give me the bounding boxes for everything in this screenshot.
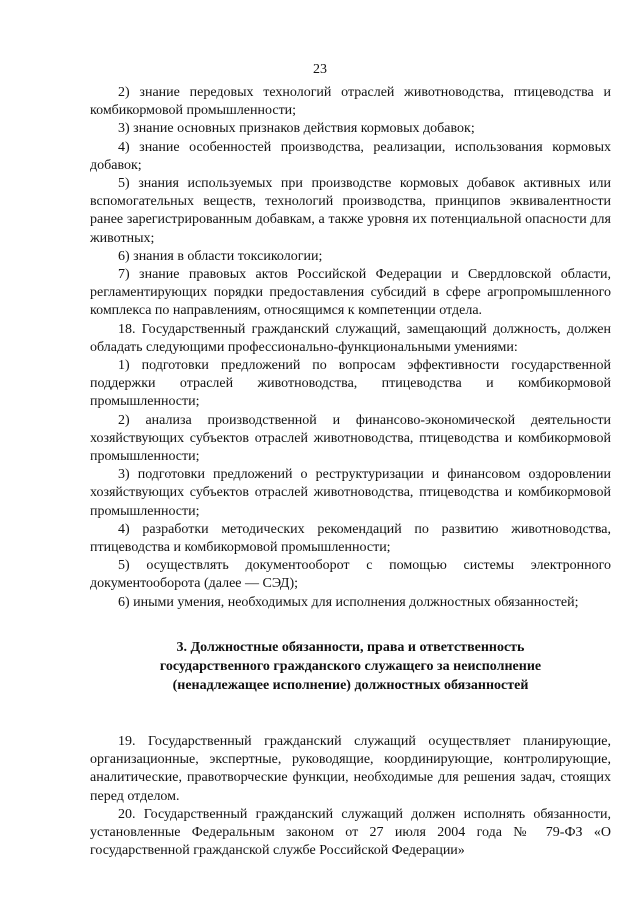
page-number: 23 xyxy=(313,62,327,77)
paragraph-item-6-knowledge: 6) знания в области токсикологии; xyxy=(118,248,323,264)
section-heading-line-2: государственного гражданского служащего за неисполнение xyxy=(159,659,542,674)
section-heading-line-1: 3. Должностные обязанности, права и ответственность xyxy=(176,640,525,655)
paragraph-clause-19: 19. Государственный гражданский служащий осуществляет планирующие, организационные, экспертные, руководящие, координирующие, контролирующие, аналитические, правотворческие функции, необходимые для решения задач, стоящих перед отделом. xyxy=(90,734,611,804)
paragraph-clause-18: 18. Государственный гражданский служащий, замещающий должность, должен обладать следующими профессионально-функциональными умениями: xyxy=(90,321,611,355)
paragraph-item-4-knowledge: 4) знание особенностей производства, реализации, использования кормовых добавок; xyxy=(90,139,611,173)
paragraph-skill-6: 6) иными умения, необходимых для исполнения должностных обязанностей; xyxy=(118,594,579,610)
paragraph-skill-4: 4) разработки методических рекомендаций по развитию животноводства, птицеводства и комбикормовой промышленности; xyxy=(90,521,611,556)
paragraph-clause-20: 20. Государственный гражданский служащий должен исполнять обязанности, установленные Федеральным законом от 27 июля 2004 года № 79-ФЗ «О государственной гражданской службе Российской Федерации» xyxy=(90,806,611,859)
paragraph-skill-1: 1) подготовки предложений по вопросам эффективности государственной поддержки отраслей животноводства, птицеводства и комбикормовой промышленности; xyxy=(90,358,611,410)
section-heading-line-3: (ненадлежащее исполнение) должностных обязанностей xyxy=(172,678,529,693)
paragraph-item-2-knowledge: 2) знание передовых технологий отраслей животноводства, птицеводства и комбикормовой промышленности; xyxy=(90,85,611,119)
paragraph-item-3-knowledge: 3) знание основных признаков действия кормовых добавок; xyxy=(118,121,475,137)
paragraph-skill-3: 3) подготовки предложений о реструктуризации и финансовом оздоровлении хозяйствующих субъектов отраслей животноводства, птицеводства и комбикормовой промышленности; xyxy=(90,467,611,519)
paragraph-skill-2: 2) анализа производственной и финансово-экономической деятельности хозяйствующих субъектов отраслей животноводства, птицеводства и комбикормовой промышленности; xyxy=(90,412,611,465)
section-heading xyxy=(90,638,611,695)
paragraph-skill-5: 5) осуществлять документооборот с помощью системы электронного документооборота (далее — СЭД); xyxy=(90,558,611,592)
body-text-bottom xyxy=(90,733,611,860)
paragraph-item-5-knowledge: 5) знания используемых при производстве кормовых добавок активных или вспомогательных веществ, технологий производства, принципов эквивалентности ранее зарегистрированным добавкам, а также уровня их потенциальной опасности для животных; xyxy=(90,176,611,246)
paragraph-item-7-knowledge: 7) знание правовых актов Российской Федерации и Свердловской области, регламентирующих порядки предоставления субсидий в сфере агропромышленного комплекса по направлениям, относящимся к компетенции отдела. xyxy=(90,267,611,319)
body-text-top xyxy=(90,84,611,612)
